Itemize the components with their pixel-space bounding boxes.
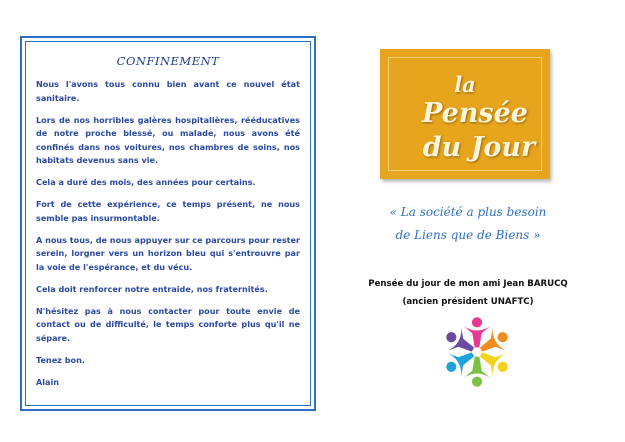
- logo-inner-border: [388, 57, 542, 171]
- logo-text-du-jour: du Jour: [422, 132, 536, 163]
- letter-title: CONFINEMENT: [116, 54, 220, 68]
- logo-text-la: la: [454, 72, 476, 97]
- letter-paragraph: N'hésitez pas à nous contacter pour toute envie de contact ou de difficulté, le temps conforte plus qu'il ne sépare.: [36, 305, 300, 343]
- emblem-figure: [474, 323, 513, 361]
- quote-line-1: « La société a plus besoin: [389, 205, 547, 219]
- emblem-figure: [440, 323, 479, 361]
- letter-paragraph: Lors de nos horribles galères hospitalières, rééducatives de notre proche blessé, ou malade, nous avons été confinés dans nos voitures, nos chambres de soins, nos habitats devenus sans vie.: [36, 114, 300, 165]
- credit-line-1: Pensée du jour de mon ami Jean BARUCQ: [368, 279, 568, 289]
- letter-paragraph: Fort de cette expérience, ce temps présent, ne nous semble pas insurmontable.: [36, 199, 300, 223]
- letter-signature: Alain: [36, 376, 60, 387]
- logo-text-pensee: Pensée: [422, 98, 528, 129]
- emblem-figure: [474, 343, 513, 381]
- letter-frame-inner: [25, 41, 311, 406]
- emblem-figure: [440, 343, 479, 381]
- credit-line-2: (ancien président UNAFTC): [402, 297, 534, 307]
- letter-paragraph: Tenez bon.: [36, 354, 85, 365]
- pensee-du-jour-logo: [380, 49, 550, 179]
- letter-paragraph: Cela a duré des mois, des années pour certains.: [36, 177, 256, 187]
- letter-paragraph: Cela doit renforcer notre entraide, nos fraternités.: [36, 283, 268, 294]
- quote-line-2: de Liens que de Biens »: [395, 228, 541, 242]
- letter-frame: [20, 36, 316, 411]
- letter-paragraph: Nous l'avons tous connu bien avant ce nouvel état sanitaire.: [36, 79, 300, 103]
- people-circle-emblem-icon: [436, 313, 518, 391]
- letter-paragraph: A nous tous, de nous appuyer sur ce parcours pour rester serein, lorgner vers un horizon bleu qui s'entrouvre par la voie de l'espérance, et du vécu.: [36, 234, 300, 272]
